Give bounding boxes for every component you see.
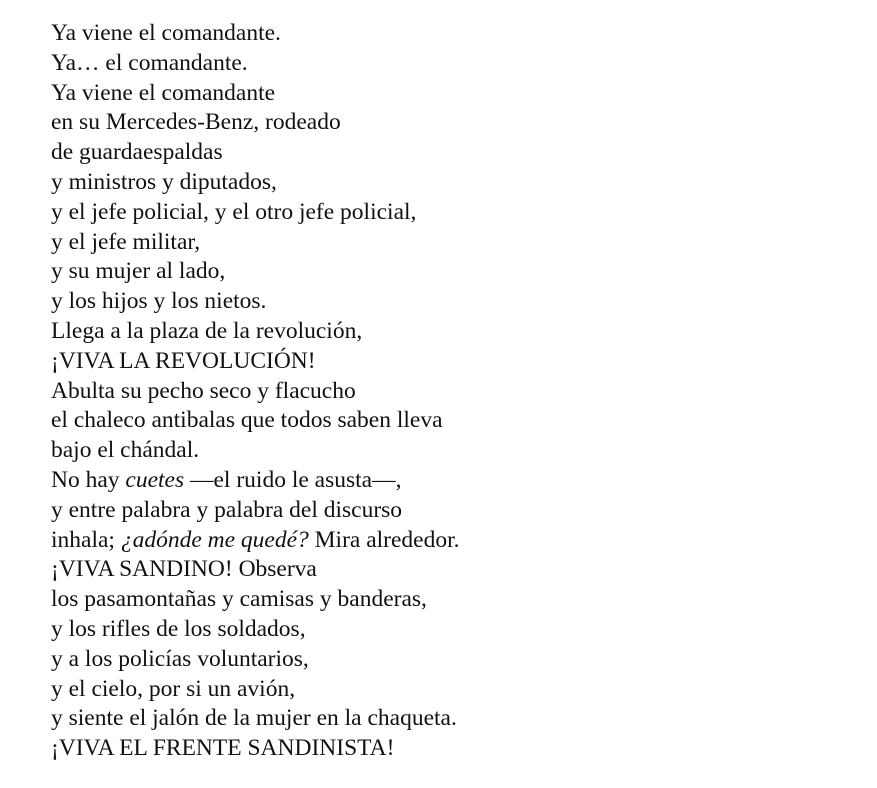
poem-line: los pasamontañas y camisas y banderas, <box>51 586 427 613</box>
line-text-before: inhala; <box>51 526 121 553</box>
poem-line: y siente el jalón de la mujer en la chaqueta. <box>51 705 457 732</box>
italic-word: cuetes <box>125 466 185 493</box>
poem-line: el chaleco antibalas que todos saben lleva <box>51 407 443 434</box>
poem-line: bajo el chándal. <box>51 437 200 464</box>
poem-line: ¡VIVA EL FRENTE SANDINISTA! <box>51 735 395 762</box>
poem-line: ¡VIVA LA REVOLUCIÓN! <box>51 347 316 374</box>
poem-line: de guardaespaldas <box>51 139 223 166</box>
poem-line: Abulta su pecho seco y flacucho <box>51 377 356 404</box>
poem-line: ¡VIVA SANDINO! Observa <box>51 556 317 583</box>
poem-line: Ya… el comandante. <box>51 49 248 76</box>
poem-line-with-italic <box>51 526 460 556</box>
poem-line: y su mujer al lado, <box>51 258 226 285</box>
poem-line: en su Mercedes-Benz, rodeado <box>51 109 341 136</box>
line-text-after: Mira alrededor. <box>308 526 460 553</box>
poem-line: y los hijos y los nietos. <box>51 288 267 315</box>
poem-text <box>51 19 460 764</box>
poem-line: Llega a la plaza de la revolución, <box>51 317 363 344</box>
poem-line: y los rifles de los soldados, <box>51 615 306 642</box>
italic-question: ¿adónde me quedé? <box>120 526 309 553</box>
line-text-before: No hay <box>51 466 126 493</box>
poem-line-with-italic <box>51 466 460 496</box>
poem-line: Ya viene el comandante <box>51 79 276 106</box>
poem-line: y el jefe policial, y el otro jefe policial, <box>51 198 417 225</box>
poem-line: y a los policías voluntarios, <box>51 645 309 672</box>
poem-line: y entre palabra y palabra del discurso <box>51 496 403 523</box>
poem-line: y ministros y diputados, <box>51 168 277 195</box>
line-text-after: —el ruido le asusta—, <box>184 466 402 493</box>
poem-line: Ya viene el comandante. <box>51 20 281 46</box>
poem-line: y el cielo, por si un avión, <box>51 675 296 702</box>
poem-line: y el jefe militar, <box>51 228 201 255</box>
